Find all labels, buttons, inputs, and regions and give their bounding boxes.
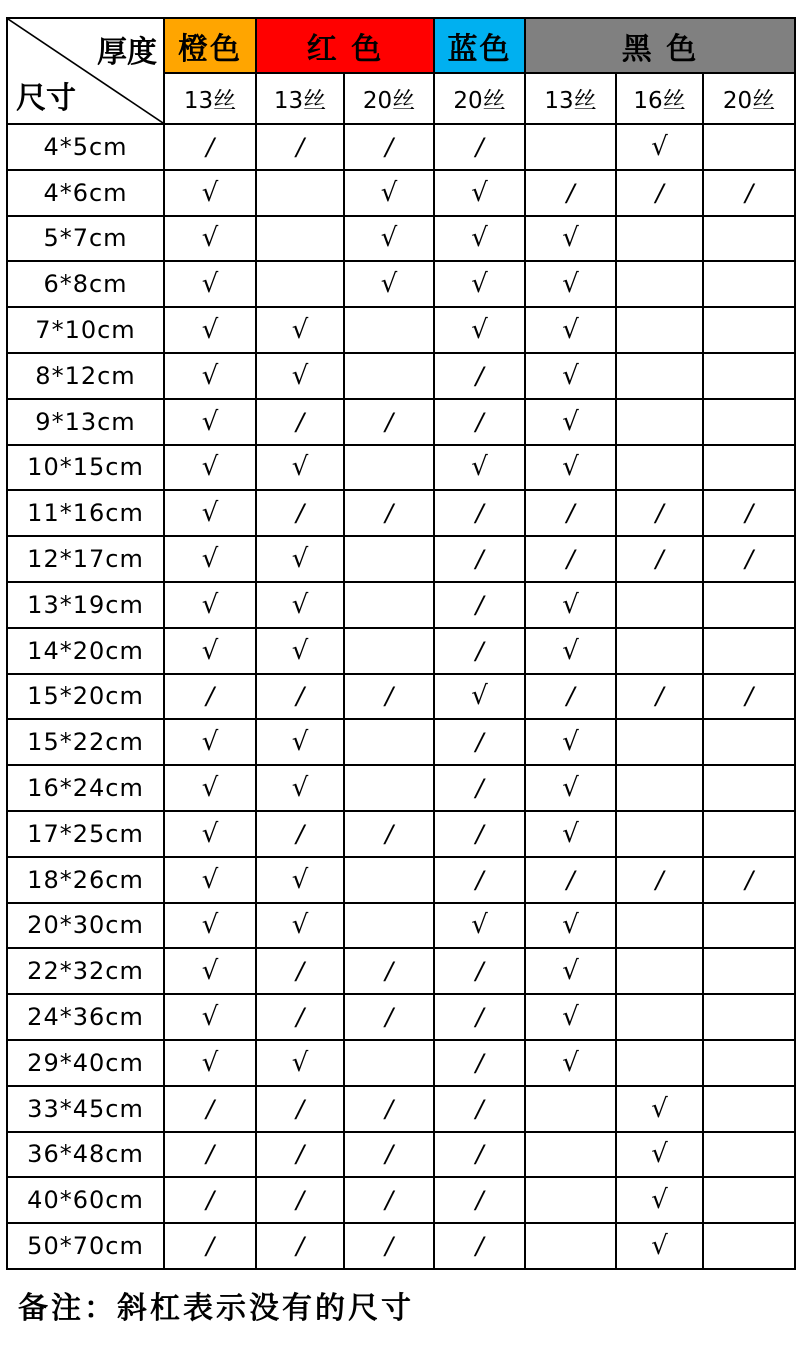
empty-cell bbox=[616, 445, 703, 491]
check-mark-cell: √ bbox=[164, 994, 256, 1040]
empty-cell bbox=[703, 582, 795, 628]
table-row bbox=[7, 445, 795, 491]
empty-cell bbox=[703, 1086, 795, 1132]
check-mark-cell: √ bbox=[434, 445, 525, 491]
check-mark-cell: √ bbox=[256, 582, 344, 628]
empty-cell bbox=[703, 216, 795, 262]
table-row bbox=[7, 765, 795, 811]
empty-cell bbox=[344, 903, 434, 949]
check-mark-cell: √ bbox=[344, 261, 434, 307]
empty-cell bbox=[703, 994, 795, 1040]
check-mark-cell: √ bbox=[164, 490, 256, 536]
slash-mark-cell: / bbox=[344, 124, 434, 170]
check-mark-cell: √ bbox=[525, 216, 616, 262]
slash-mark-cell: / bbox=[256, 994, 344, 1040]
size-cell: 29*40cm bbox=[7, 1040, 164, 1086]
empty-cell bbox=[256, 216, 344, 262]
size-cell: 5*7cm bbox=[7, 216, 164, 262]
slash-mark-cell: / bbox=[703, 490, 795, 536]
empty-cell bbox=[703, 628, 795, 674]
empty-cell bbox=[616, 811, 703, 857]
check-mark-cell: √ bbox=[164, 903, 256, 949]
slash-mark-cell: / bbox=[344, 948, 434, 994]
slash-mark-cell: / bbox=[525, 674, 616, 720]
check-mark-cell: √ bbox=[525, 582, 616, 628]
slash-mark-cell: / bbox=[164, 124, 256, 170]
slash-mark-cell: / bbox=[616, 536, 703, 582]
thickness-header-5: 16丝 bbox=[616, 73, 703, 124]
size-cell: 18*26cm bbox=[7, 857, 164, 903]
empty-cell bbox=[525, 1177, 616, 1223]
thickness-header-0: 13丝 bbox=[164, 73, 256, 124]
slash-mark-cell: / bbox=[434, 1177, 525, 1223]
empty-cell bbox=[256, 170, 344, 216]
table-row bbox=[7, 307, 795, 353]
check-mark-cell: √ bbox=[344, 170, 434, 216]
size-cell: 22*32cm bbox=[7, 948, 164, 994]
size-cell: 9*13cm bbox=[7, 399, 164, 445]
check-mark-cell: √ bbox=[525, 948, 616, 994]
check-mark-cell: √ bbox=[164, 628, 256, 674]
table-row bbox=[7, 216, 795, 262]
slash-mark-cell: / bbox=[616, 857, 703, 903]
slash-mark-cell: / bbox=[434, 948, 525, 994]
check-mark-cell: √ bbox=[256, 765, 344, 811]
empty-cell bbox=[616, 719, 703, 765]
thickness-header-3: 20丝 bbox=[434, 73, 525, 124]
check-mark-cell: √ bbox=[434, 307, 525, 353]
table-row bbox=[7, 353, 795, 399]
slash-mark-cell: / bbox=[344, 674, 434, 720]
size-cell: 13*19cm bbox=[7, 582, 164, 628]
table-row bbox=[7, 903, 795, 949]
check-mark-cell: √ bbox=[434, 674, 525, 720]
slash-mark-cell: / bbox=[616, 674, 703, 720]
slash-mark-cell: / bbox=[434, 399, 525, 445]
check-mark-cell: √ bbox=[616, 1177, 703, 1223]
empty-cell bbox=[344, 445, 434, 491]
slash-mark-cell: / bbox=[434, 765, 525, 811]
slash-mark-cell: / bbox=[434, 994, 525, 1040]
slash-mark-cell: / bbox=[434, 811, 525, 857]
size-cell: 24*36cm bbox=[7, 994, 164, 1040]
slash-mark-cell: / bbox=[434, 353, 525, 399]
check-mark-cell: √ bbox=[256, 628, 344, 674]
slash-mark-cell: / bbox=[164, 1132, 256, 1178]
empty-cell bbox=[616, 1040, 703, 1086]
slash-mark-cell: / bbox=[344, 1177, 434, 1223]
table-row bbox=[7, 857, 795, 903]
check-mark-cell: √ bbox=[164, 857, 256, 903]
empty-cell bbox=[703, 261, 795, 307]
empty-cell bbox=[344, 1040, 434, 1086]
slash-mark-cell: / bbox=[434, 1132, 525, 1178]
slash-mark-cell: / bbox=[164, 674, 256, 720]
table-row bbox=[7, 628, 795, 674]
check-mark-cell: √ bbox=[164, 445, 256, 491]
check-mark-cell: √ bbox=[256, 307, 344, 353]
check-mark-cell: √ bbox=[616, 124, 703, 170]
footnote: 备注：斜杠表示没有的尺寸 bbox=[18, 1291, 414, 1326]
table-row bbox=[7, 948, 795, 994]
table-row bbox=[7, 719, 795, 765]
empty-cell bbox=[703, 811, 795, 857]
check-mark-cell: √ bbox=[256, 445, 344, 491]
thickness-header-1: 13丝 bbox=[256, 73, 344, 124]
slash-mark-cell: / bbox=[164, 1086, 256, 1132]
size-cell: 17*25cm bbox=[7, 811, 164, 857]
empty-cell bbox=[616, 948, 703, 994]
table-row bbox=[7, 1223, 795, 1269]
table-row bbox=[7, 811, 795, 857]
size-cell: 10*15cm bbox=[7, 445, 164, 491]
empty-cell bbox=[616, 994, 703, 1040]
check-mark-cell: √ bbox=[434, 903, 525, 949]
check-mark-cell: √ bbox=[164, 216, 256, 262]
empty-cell bbox=[616, 353, 703, 399]
slash-mark-cell: / bbox=[525, 490, 616, 536]
size-cell: 8*12cm bbox=[7, 353, 164, 399]
thickness-label: 厚度 bbox=[97, 35, 157, 70]
check-mark-cell: √ bbox=[525, 628, 616, 674]
size-cell: 15*22cm bbox=[7, 719, 164, 765]
slash-mark-cell: / bbox=[344, 490, 434, 536]
slash-mark-cell: / bbox=[616, 170, 703, 216]
slash-mark-cell: / bbox=[256, 399, 344, 445]
size-cell: 15*20cm bbox=[7, 674, 164, 720]
slash-mark-cell: / bbox=[616, 490, 703, 536]
check-mark-cell: √ bbox=[616, 1086, 703, 1132]
table-row bbox=[7, 994, 795, 1040]
slash-mark-cell: / bbox=[344, 994, 434, 1040]
thickness-header-4: 13丝 bbox=[525, 73, 616, 124]
empty-cell bbox=[616, 399, 703, 445]
check-mark-cell: √ bbox=[525, 307, 616, 353]
size-cell: 4*6cm bbox=[7, 170, 164, 216]
table-row bbox=[7, 1086, 795, 1132]
empty-cell bbox=[703, 765, 795, 811]
slash-mark-cell: / bbox=[256, 1177, 344, 1223]
table-row bbox=[7, 124, 795, 170]
empty-cell bbox=[344, 307, 434, 353]
check-mark-cell: √ bbox=[256, 719, 344, 765]
slash-mark-cell: / bbox=[164, 1177, 256, 1223]
slash-mark-cell: / bbox=[434, 490, 525, 536]
empty-cell bbox=[703, 307, 795, 353]
check-mark-cell: √ bbox=[164, 261, 256, 307]
size-cell: 7*10cm bbox=[7, 307, 164, 353]
slash-mark-cell: / bbox=[434, 1040, 525, 1086]
table-row bbox=[7, 1132, 795, 1178]
table-row bbox=[7, 170, 795, 216]
check-mark-cell: √ bbox=[256, 1040, 344, 1086]
slash-mark-cell: / bbox=[256, 1223, 344, 1269]
empty-cell bbox=[616, 216, 703, 262]
slash-mark-cell: / bbox=[525, 536, 616, 582]
empty-cell bbox=[703, 903, 795, 949]
empty-cell bbox=[616, 628, 703, 674]
check-mark-cell: √ bbox=[164, 399, 256, 445]
size-cell: 6*8cm bbox=[7, 261, 164, 307]
slash-mark-cell: / bbox=[703, 170, 795, 216]
color-header-1: 红 色 bbox=[256, 18, 434, 73]
size-cell: 36*48cm bbox=[7, 1132, 164, 1178]
slash-mark-cell: / bbox=[344, 1086, 434, 1132]
color-header-3: 黑 色 bbox=[525, 18, 795, 73]
empty-cell bbox=[703, 124, 795, 170]
slash-mark-cell: / bbox=[434, 536, 525, 582]
check-mark-cell: √ bbox=[616, 1132, 703, 1178]
empty-cell bbox=[616, 307, 703, 353]
check-mark-cell: √ bbox=[344, 216, 434, 262]
check-mark-cell: √ bbox=[525, 1040, 616, 1086]
slash-mark-cell: / bbox=[344, 1223, 434, 1269]
empty-cell bbox=[344, 765, 434, 811]
thickness-header-6: 20丝 bbox=[703, 73, 795, 124]
table-row bbox=[7, 582, 795, 628]
check-mark-cell: √ bbox=[164, 582, 256, 628]
empty-cell bbox=[616, 765, 703, 811]
check-mark-cell: √ bbox=[256, 536, 344, 582]
slash-mark-cell: / bbox=[164, 1223, 256, 1269]
empty-cell bbox=[344, 857, 434, 903]
slash-mark-cell: / bbox=[703, 857, 795, 903]
check-mark-cell: √ bbox=[525, 903, 616, 949]
check-mark-cell: √ bbox=[525, 765, 616, 811]
table-row bbox=[7, 1177, 795, 1223]
slash-mark-cell: / bbox=[256, 811, 344, 857]
corner-header-cell bbox=[7, 18, 164, 124]
size-cell: 16*24cm bbox=[7, 765, 164, 811]
size-cell: 11*16cm bbox=[7, 490, 164, 536]
check-mark-cell: √ bbox=[434, 170, 525, 216]
empty-cell bbox=[703, 1132, 795, 1178]
check-mark-cell: √ bbox=[164, 307, 256, 353]
empty-cell bbox=[703, 399, 795, 445]
check-mark-cell: √ bbox=[525, 719, 616, 765]
check-mark-cell: √ bbox=[525, 353, 616, 399]
check-mark-cell: √ bbox=[164, 170, 256, 216]
check-mark-cell: √ bbox=[256, 903, 344, 949]
slash-mark-cell: / bbox=[525, 170, 616, 216]
check-mark-cell: √ bbox=[525, 811, 616, 857]
slash-mark-cell: / bbox=[703, 674, 795, 720]
size-cell: 33*45cm bbox=[7, 1086, 164, 1132]
check-mark-cell: √ bbox=[525, 399, 616, 445]
empty-cell bbox=[703, 353, 795, 399]
table-row bbox=[7, 536, 795, 582]
slash-mark-cell: / bbox=[434, 1223, 525, 1269]
table-row bbox=[7, 261, 795, 307]
size-cell: 14*20cm bbox=[7, 628, 164, 674]
check-mark-cell: √ bbox=[434, 261, 525, 307]
check-mark-cell: √ bbox=[164, 765, 256, 811]
slash-mark-cell: / bbox=[256, 1132, 344, 1178]
size-cell: 12*17cm bbox=[7, 536, 164, 582]
slash-mark-cell: / bbox=[434, 719, 525, 765]
check-mark-cell: √ bbox=[434, 216, 525, 262]
slash-mark-cell: / bbox=[256, 1086, 344, 1132]
empty-cell bbox=[703, 1040, 795, 1086]
empty-cell bbox=[344, 353, 434, 399]
slash-mark-cell: / bbox=[256, 124, 344, 170]
check-mark-cell: √ bbox=[616, 1223, 703, 1269]
check-mark-cell: √ bbox=[164, 536, 256, 582]
color-header-2: 蓝色 bbox=[434, 18, 525, 73]
empty-cell bbox=[616, 903, 703, 949]
table-row bbox=[7, 490, 795, 536]
check-mark-cell: √ bbox=[525, 994, 616, 1040]
size-label: 尺寸 bbox=[16, 81, 76, 116]
table-row bbox=[7, 1040, 795, 1086]
empty-cell bbox=[616, 261, 703, 307]
empty-cell bbox=[703, 948, 795, 994]
slash-mark-cell: / bbox=[344, 399, 434, 445]
empty-cell bbox=[703, 1177, 795, 1223]
slash-mark-cell: / bbox=[703, 536, 795, 582]
slash-mark-cell: / bbox=[344, 1132, 434, 1178]
empty-cell bbox=[256, 261, 344, 307]
check-mark-cell: √ bbox=[256, 857, 344, 903]
empty-cell bbox=[344, 582, 434, 628]
size-cell: 40*60cm bbox=[7, 1177, 164, 1223]
slash-mark-cell: / bbox=[344, 811, 434, 857]
check-mark-cell: √ bbox=[164, 948, 256, 994]
size-cell: 50*70cm bbox=[7, 1223, 164, 1269]
empty-cell bbox=[525, 1223, 616, 1269]
empty-cell bbox=[525, 1132, 616, 1178]
size-availability-table bbox=[6, 17, 796, 1270]
slash-mark-cell: / bbox=[256, 674, 344, 720]
slash-mark-cell: / bbox=[434, 124, 525, 170]
slash-mark-cell: / bbox=[256, 948, 344, 994]
slash-mark-cell: / bbox=[434, 857, 525, 903]
color-header-row bbox=[7, 18, 795, 73]
table-row bbox=[7, 674, 795, 720]
slash-mark-cell: / bbox=[434, 1086, 525, 1132]
check-mark-cell: √ bbox=[525, 445, 616, 491]
check-mark-cell: √ bbox=[164, 1040, 256, 1086]
slash-mark-cell: / bbox=[525, 857, 616, 903]
check-mark-cell: √ bbox=[164, 811, 256, 857]
empty-cell bbox=[703, 445, 795, 491]
slash-mark-cell: / bbox=[434, 582, 525, 628]
empty-cell bbox=[344, 719, 434, 765]
check-mark-cell: √ bbox=[164, 353, 256, 399]
empty-cell bbox=[703, 1223, 795, 1269]
table-row bbox=[7, 399, 795, 445]
empty-cell bbox=[525, 124, 616, 170]
slash-mark-cell: / bbox=[256, 490, 344, 536]
size-cell: 20*30cm bbox=[7, 903, 164, 949]
thickness-header-2: 20丝 bbox=[344, 73, 434, 124]
empty-cell bbox=[344, 628, 434, 674]
check-mark-cell: √ bbox=[164, 719, 256, 765]
size-cell: 4*5cm bbox=[7, 124, 164, 170]
empty-cell bbox=[703, 719, 795, 765]
slash-mark-cell: / bbox=[434, 628, 525, 674]
color-header-0: 橙色 bbox=[164, 18, 256, 73]
empty-cell bbox=[525, 1086, 616, 1132]
check-mark-cell: √ bbox=[256, 353, 344, 399]
empty-cell bbox=[344, 536, 434, 582]
check-mark-cell: √ bbox=[525, 261, 616, 307]
empty-cell bbox=[616, 582, 703, 628]
